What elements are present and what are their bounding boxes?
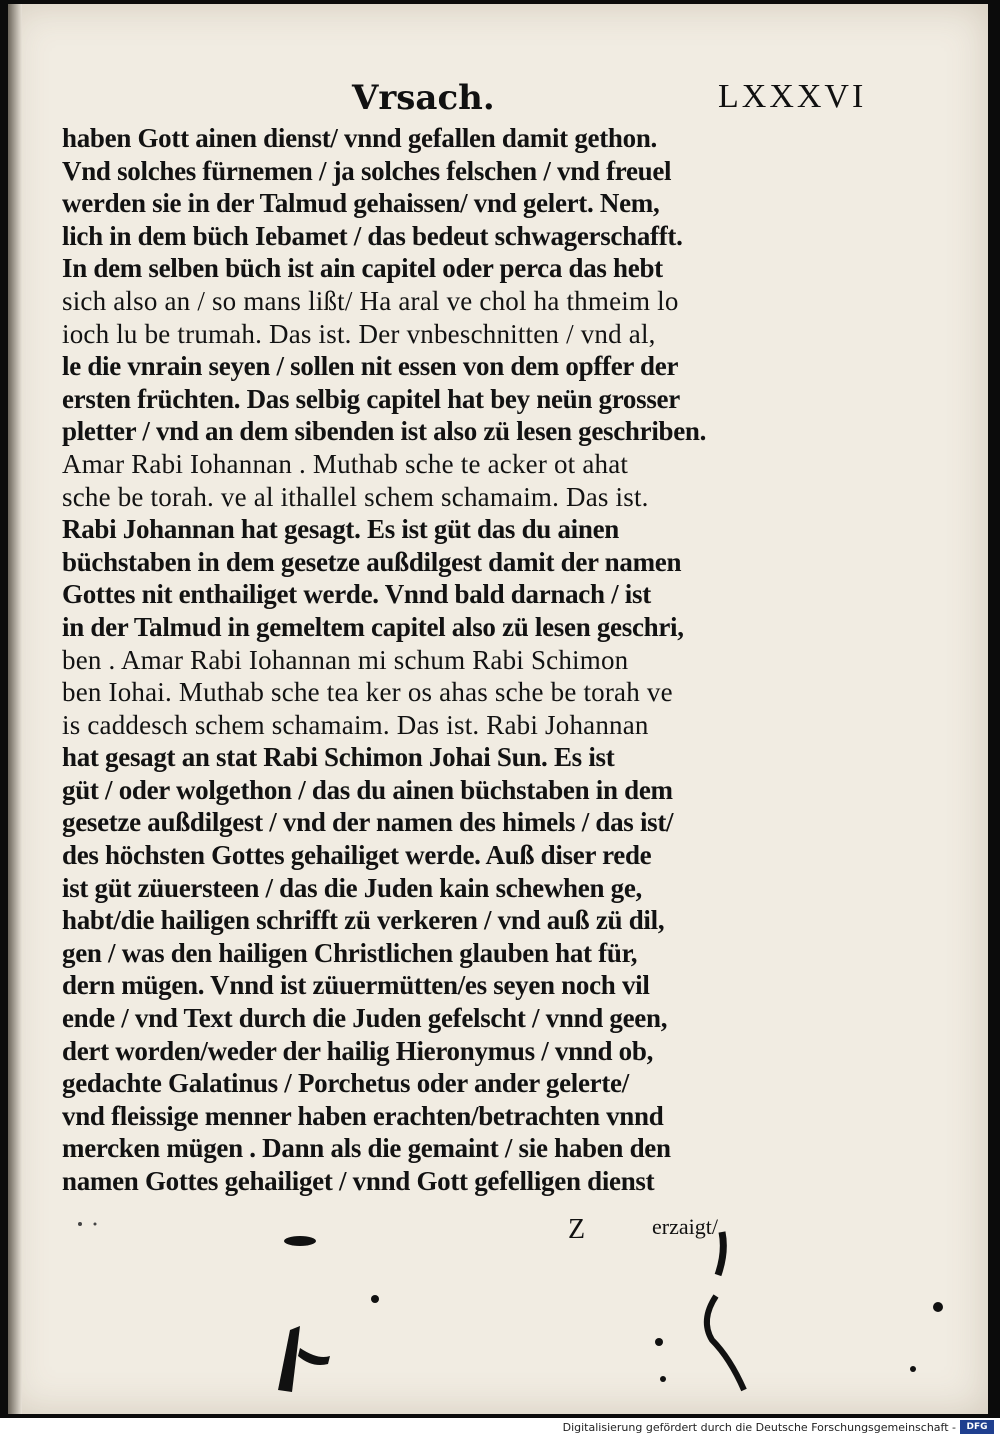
text-line: des höchsten Gottes gehailiget werde. Auß diser rede (62, 840, 652, 871)
ink-stroke (707, 1296, 744, 1390)
text-line: sche be torah. ve al ithallel schem schamaim. Das ist. (62, 481, 649, 512)
text-line: Vnd solches fürnemen / ja solches felschen / vnd freuel (62, 155, 672, 186)
text-line: gedachte Galatinus / Porchetus oder ander gelerte/ (62, 1068, 629, 1099)
dfg-logo-icon: DFG (960, 1420, 994, 1434)
text-line: In dem selben büch ist ain capitel oder perca das hebt (62, 253, 663, 284)
text-line: ioch lu be trumah. Das ist. Der vnbeschnitten / vnd al, (62, 318, 656, 349)
text-line: is caddesch schem schamaim. Das ist. Rabi Johannan (62, 709, 649, 740)
text-line: pletter / vnd an dem sibenden ist also zü lesen geschriben. (62, 416, 707, 447)
ink-blot (284, 1236, 316, 1246)
text-line: werden sie in der Talmud gehaissen/ vnd gelert. Nem, (62, 188, 660, 219)
ink-dot (371, 1295, 379, 1303)
text-line: habt/die hailigen schrifft zü verkeren / vnd auß zü dil, (62, 905, 665, 936)
text-line: mercken mügen . Dann als die gemaint / sie haben den (62, 1133, 671, 1164)
folio-number: LXXXVI (718, 78, 867, 115)
ink-dot (78, 1222, 82, 1226)
text-line: Rabi Johannan hat gesagt. Es ist güt das du ainen (62, 514, 619, 545)
text-line: büchstaben in dem gesetze außdilgest damit der namen (62, 546, 682, 577)
ink-stroke (298, 1348, 330, 1365)
ink-dot (660, 1376, 666, 1382)
ink-stroke (278, 1326, 300, 1392)
funding-credit: Digitalisierung gefördert durch die Deutsche Forschungsgemeinschaft - (562, 1421, 956, 1434)
text-line: güt / oder wolgethon / das du ainen büchstaben in dem (62, 774, 673, 805)
text-line: in der Talmud in gemeltem capitel also zü lesen geschri, (62, 611, 684, 642)
text-line: lich in dem büch Iebamet / das bedeut schwagerschafft. (62, 220, 683, 251)
text-line: ist güt züuersteen / das die Juden kain schewhen ge, (62, 872, 642, 903)
text-line: le die vnrain seyen / sollen nit essen von dem opffer der (62, 351, 679, 382)
catchword: erzaigt/ (652, 1214, 718, 1239)
text-line: ben Iohai. Muthab sche tea ker os ahas sche be torah ve (62, 677, 673, 708)
text-line: sich also an / so mans lißt/ Ha aral ve chol ha thmeim lo (62, 285, 679, 316)
text-line: gesetze außdilgest / vnd der namen des himels / das ist/ (62, 807, 674, 838)
ink-dot (910, 1366, 916, 1372)
text-line: hat gesagt an stat Rabi Schimon Johai Sun. Es ist (62, 742, 615, 773)
running-head: Vrsach. (352, 78, 495, 118)
text-line: gen / was den hailigen Christlichen glauben hat für, (62, 937, 638, 968)
text-line: dern mügen. Vnnd ist züuermütten/es seyen noch vil (62, 970, 650, 1001)
text-line: ersten früchten. Das selbig capitel hat bey neün grosser (62, 383, 680, 414)
text-line: ende / vnd Text durch die Juden gefelscht / vnnd geen, (62, 1003, 668, 1034)
text-line: Gottes nit enthailiget werde. Vnnd bald darnach / ist (62, 579, 651, 610)
text-line: dert worden/weder der hailig Hieronymus / vnnd ob, (62, 1035, 654, 1066)
ink-dot (933, 1302, 943, 1312)
text-line: vnd fleissige menner haben erachten/betrachten vnnd (62, 1100, 664, 1131)
text-line: namen Gottes gehailiget / vnnd Gott gefelligen dienst (62, 1166, 655, 1196)
text-line: Amar Rabi Iohannan . Muthab sche te acker ot ahat (62, 448, 629, 479)
ink-dot (94, 1223, 97, 1226)
ink-dot (655, 1338, 663, 1346)
text-line: ben . Amar Rabi Iohannan mi schum Rabi Schimon (62, 644, 629, 675)
text-line: haben Gott ainen dienst/ vnnd gefallen damit gethon. (62, 123, 657, 153)
ink-stroke (718, 1232, 723, 1275)
signature-mark: Z (568, 1214, 586, 1245)
